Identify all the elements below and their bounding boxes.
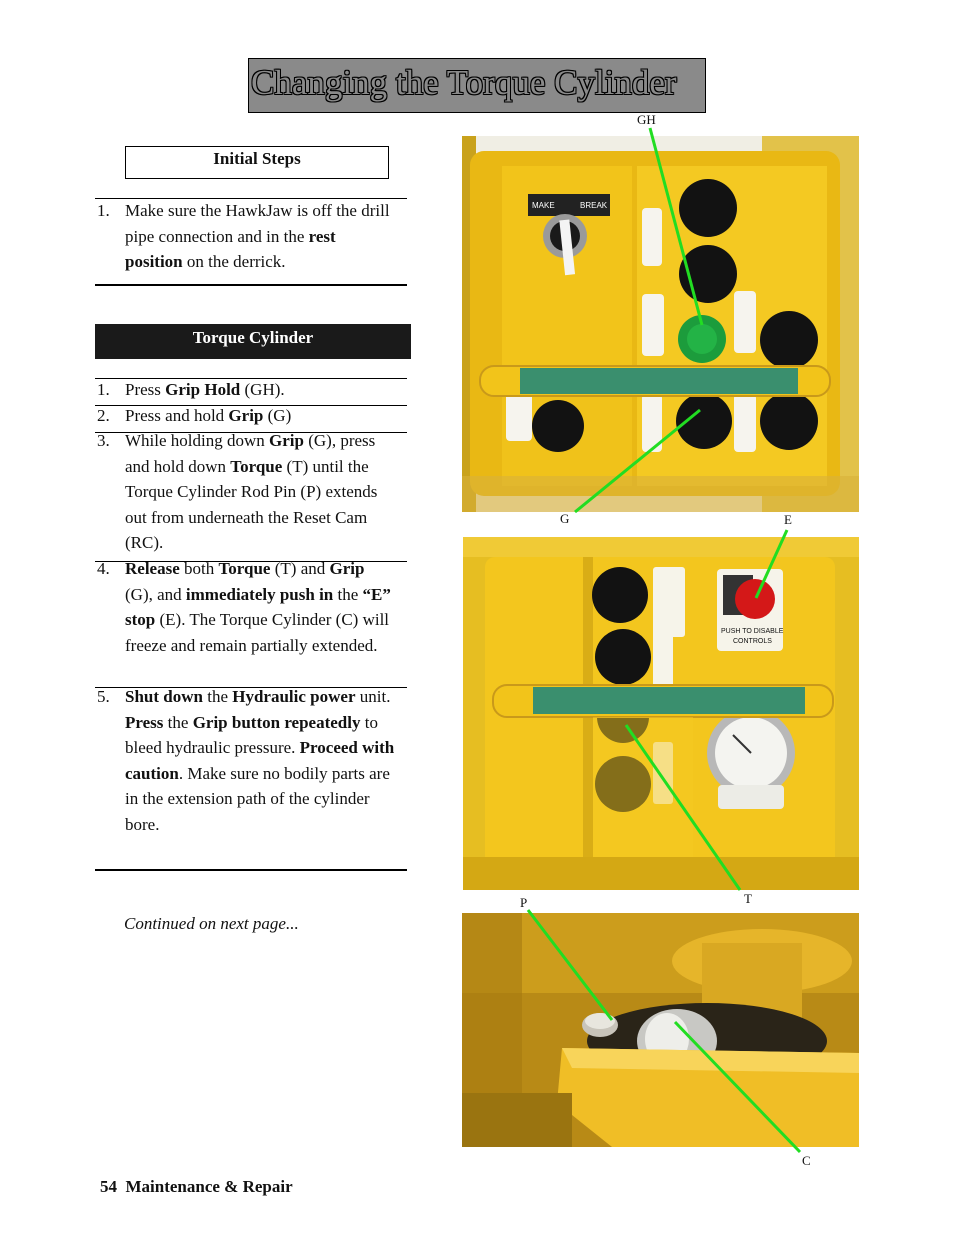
step-number: 2.	[97, 406, 110, 425]
section-name: Maintenance & Repair	[125, 1177, 293, 1196]
controls-label: CONTROLS	[733, 638, 772, 645]
page-title-text: Changing the Torque Cylinder	[251, 63, 677, 102]
pointer-e	[756, 530, 787, 598]
initial-steps-heading: Initial Steps	[125, 146, 389, 179]
label-g: G	[560, 511, 570, 526]
torque-cylinder-heading: Torque Cylinder	[95, 324, 411, 359]
continued-note: Continued on next page...	[124, 914, 299, 933]
step-number: 5.	[97, 687, 110, 706]
step-text: Release both Torque (T) and Grip (G), and immediately push in the “E” stop (E). The Torque Cylinder (C) will freeze and remain partially extended.	[125, 559, 391, 655]
step-number: 4.	[97, 559, 110, 578]
page-number: 54	[100, 1177, 117, 1196]
step-number: 3.	[97, 431, 110, 450]
pointer-t	[626, 725, 740, 890]
break-label: BREAK	[580, 201, 608, 210]
label-t: T	[744, 891, 752, 906]
make-label: MAKE	[532, 201, 555, 210]
step-text: Press Grip Hold (GH).	[125, 380, 285, 399]
step-text: Shut down the Hydraulic power unit. Press the Grip button repeatedly to bleed hydraulic pressure. Proceed with caution. Make sure no bodily parts are in the extension path of the cylinder bore.	[125, 687, 395, 834]
label-c: C	[802, 1153, 811, 1168]
step-number: 1.	[97, 201, 110, 220]
pointer-g	[575, 410, 700, 512]
label-p: P	[520, 895, 528, 910]
label-e: E	[784, 512, 792, 527]
push-to-disable-label: PUSH TO DISABLE	[721, 628, 784, 635]
pointer-c	[675, 1022, 800, 1152]
pointer-gh	[650, 128, 702, 325]
step-text: Make sure the HawkJaw is off the drill pipe connection and in the rest position on the derrick.	[125, 201, 390, 271]
label-gh: GH	[637, 112, 656, 127]
pointer-p	[528, 910, 612, 1020]
step-text: While holding down Grip (G), press and hold down Torque (T) until the Torque Cylinder Rod Pin (P) extends out from underneath the Reset Cam (RC).	[125, 431, 378, 552]
step-number: 1.	[97, 380, 110, 399]
step-text: Press and hold Grip (G)	[125, 406, 292, 425]
